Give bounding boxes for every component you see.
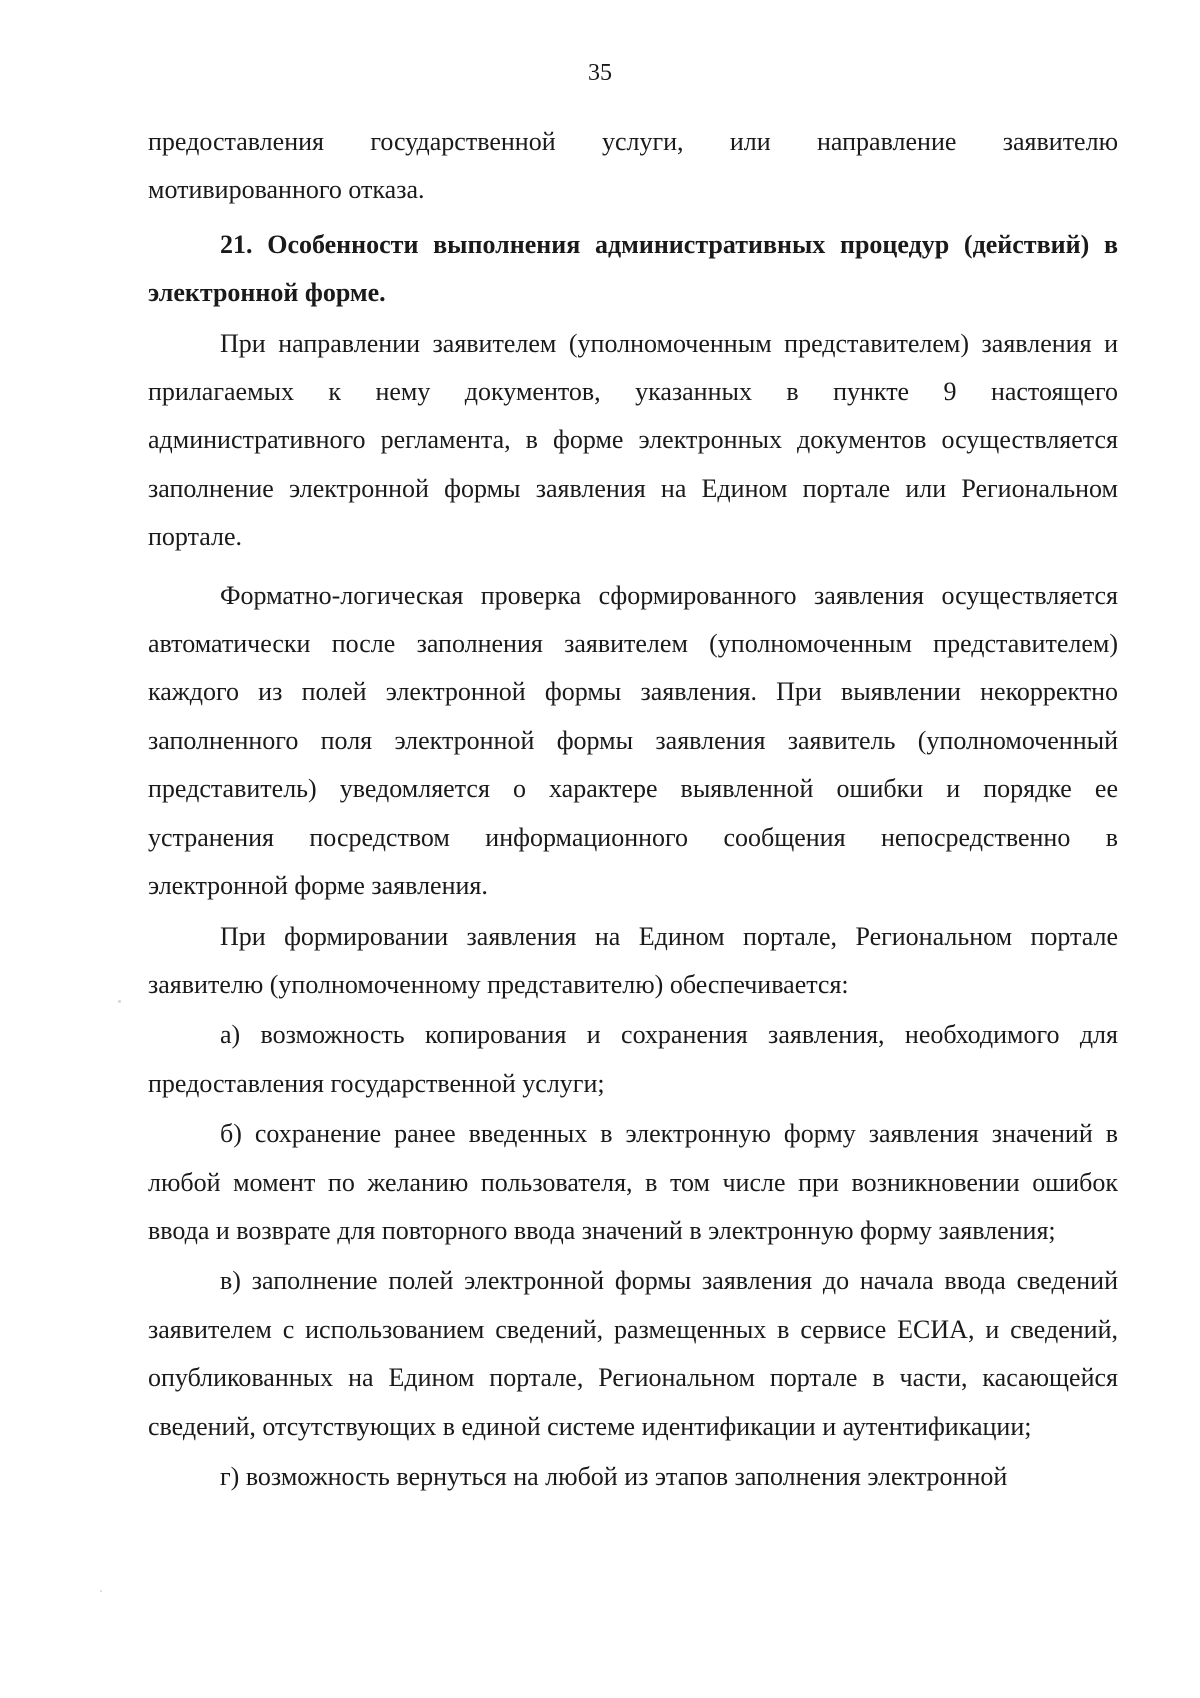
document-body	[148, 118, 1118, 1501]
list-item-b: б) сохранение ранее введенных в электронную форму заявления значений в любой момент по желанию пользователя, в том числе при возникновении ошибок ввода и возврате для повторного ввода значений в электронную форму заявления;	[148, 1119, 1118, 1245]
section-heading: 21. Особенности выполнения административных процедур (действий) в электронной форме.	[148, 229, 1118, 308]
paragraph-submission: При направлении заявителем (уполномоченным представителем) заявления и прилагаемых к нему документов, указанных в пункте 9 настоящего административного регламента, в форме электронных документов осуществляется заполнение электронной формы заявления на Едином портале или Региональном портале.	[148, 328, 1118, 552]
list-item-v: в) заполнение полей электронной формы заявления до начала ввода сведений заявителем с использованием сведений, размещенных в сервисе ЕСИА, и сведений, опубликованных на Едином портале, Региональном портале в части, касающейся сведений, отсутствующих в единой системе идентификации и аутентификации;	[148, 1266, 1118, 1441]
scan-speck	[118, 1000, 121, 1003]
list-item-a: а) возможность копирования и сохранения заявления, необходимого для предоставления государственной услуги;	[148, 1020, 1118, 1098]
paragraph-continuation: предоставления государственной услуги, или направление заявителю мотивированного отказа.	[148, 127, 1118, 205]
list-item-g: г) возможность вернуться на любой из этапов заполнения электронной	[220, 1461, 1008, 1491]
paragraph-format-check: Форматно-логическая проверка сформированного заявления осуществляется автоматически после заполнения заявителем (уполномоченным представителем) каждого из полей электронной формы заявления. При выявлении некорректно заполненного поля электронной формы заявления заявитель (уполномоченный представитель) уведомляется о характере выявленной ошибки и порядке ее устранения посредством информационного сообщения непосредственно в электронной форме заявления.	[148, 580, 1118, 901]
paragraph-form-provisions: При формировании заявления на Едином портале, Региональном портале заявителю (уполномоченному представителю) обеспечивается:	[148, 921, 1118, 999]
page-number: 35	[588, 60, 612, 86]
scan-speck	[100, 1590, 102, 1592]
